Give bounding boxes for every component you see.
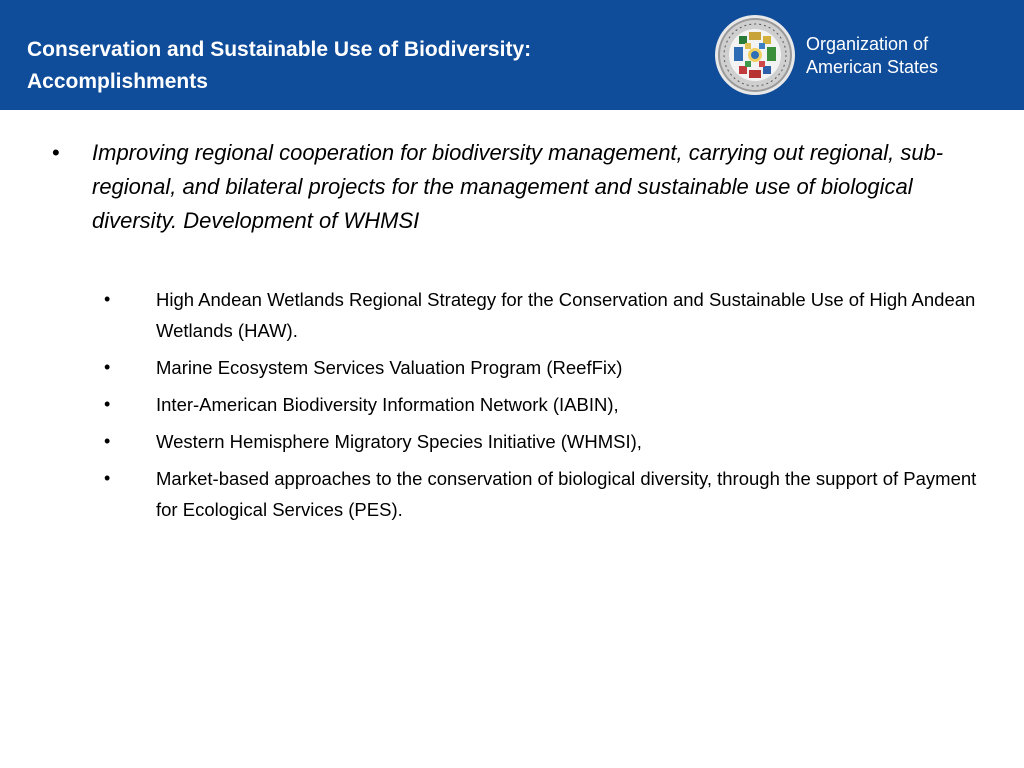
slide-title-line-2: Accomplishments [27,70,208,93]
list-item [104,463,984,525]
bullet-marker: • [52,140,60,165]
main-bullet-text: Improving regional cooperation for biodiversity management, carrying out regional, sub-regional, and bilateral projects for the management and sustainable use of biological diversity. Development of WHMSI [92,140,944,233]
list-item-text: Marine Ecosystem Services Valuation Program (ReefFix) [156,357,623,378]
header-bar [0,0,1024,110]
list-item-text: Western Hemisphere Migratory Species Initiative (WHMSI), [156,431,642,452]
bullet-marker: • [104,431,111,451]
slide-title [27,34,667,98]
list-item [104,352,984,383]
main-bullet-item [52,136,962,238]
list-item-text: High Andean Wetlands Regional Strategy for the Conservation and Sustainable Use of High Andean Wetlands (HAW). [156,289,976,341]
bullet-marker: • [104,357,111,377]
organization-name-line-1: Organization of [806,34,929,54]
organization-name-line-2: American States [806,57,939,77]
bullet-marker: • [104,289,111,309]
slide-title-line-1: Conservation and Sustainable Use of Biodiversity: [27,38,532,61]
organization-name [806,33,938,79]
sub-bullet-list [104,284,984,531]
bullet-marker: • [104,468,111,488]
slide-content [0,110,1024,768]
list-item [104,389,984,420]
list-item [104,284,984,346]
list-item-text: Market-based approaches to the conservation of biological diversity, through the support of Payment for Ecological Services (PES). [156,468,977,520]
oas-seal-icon [714,14,796,96]
list-item [104,426,984,457]
list-item-text: Inter-American Biodiversity Information Network (IABIN), [156,394,619,415]
bullet-marker: • [104,394,111,414]
